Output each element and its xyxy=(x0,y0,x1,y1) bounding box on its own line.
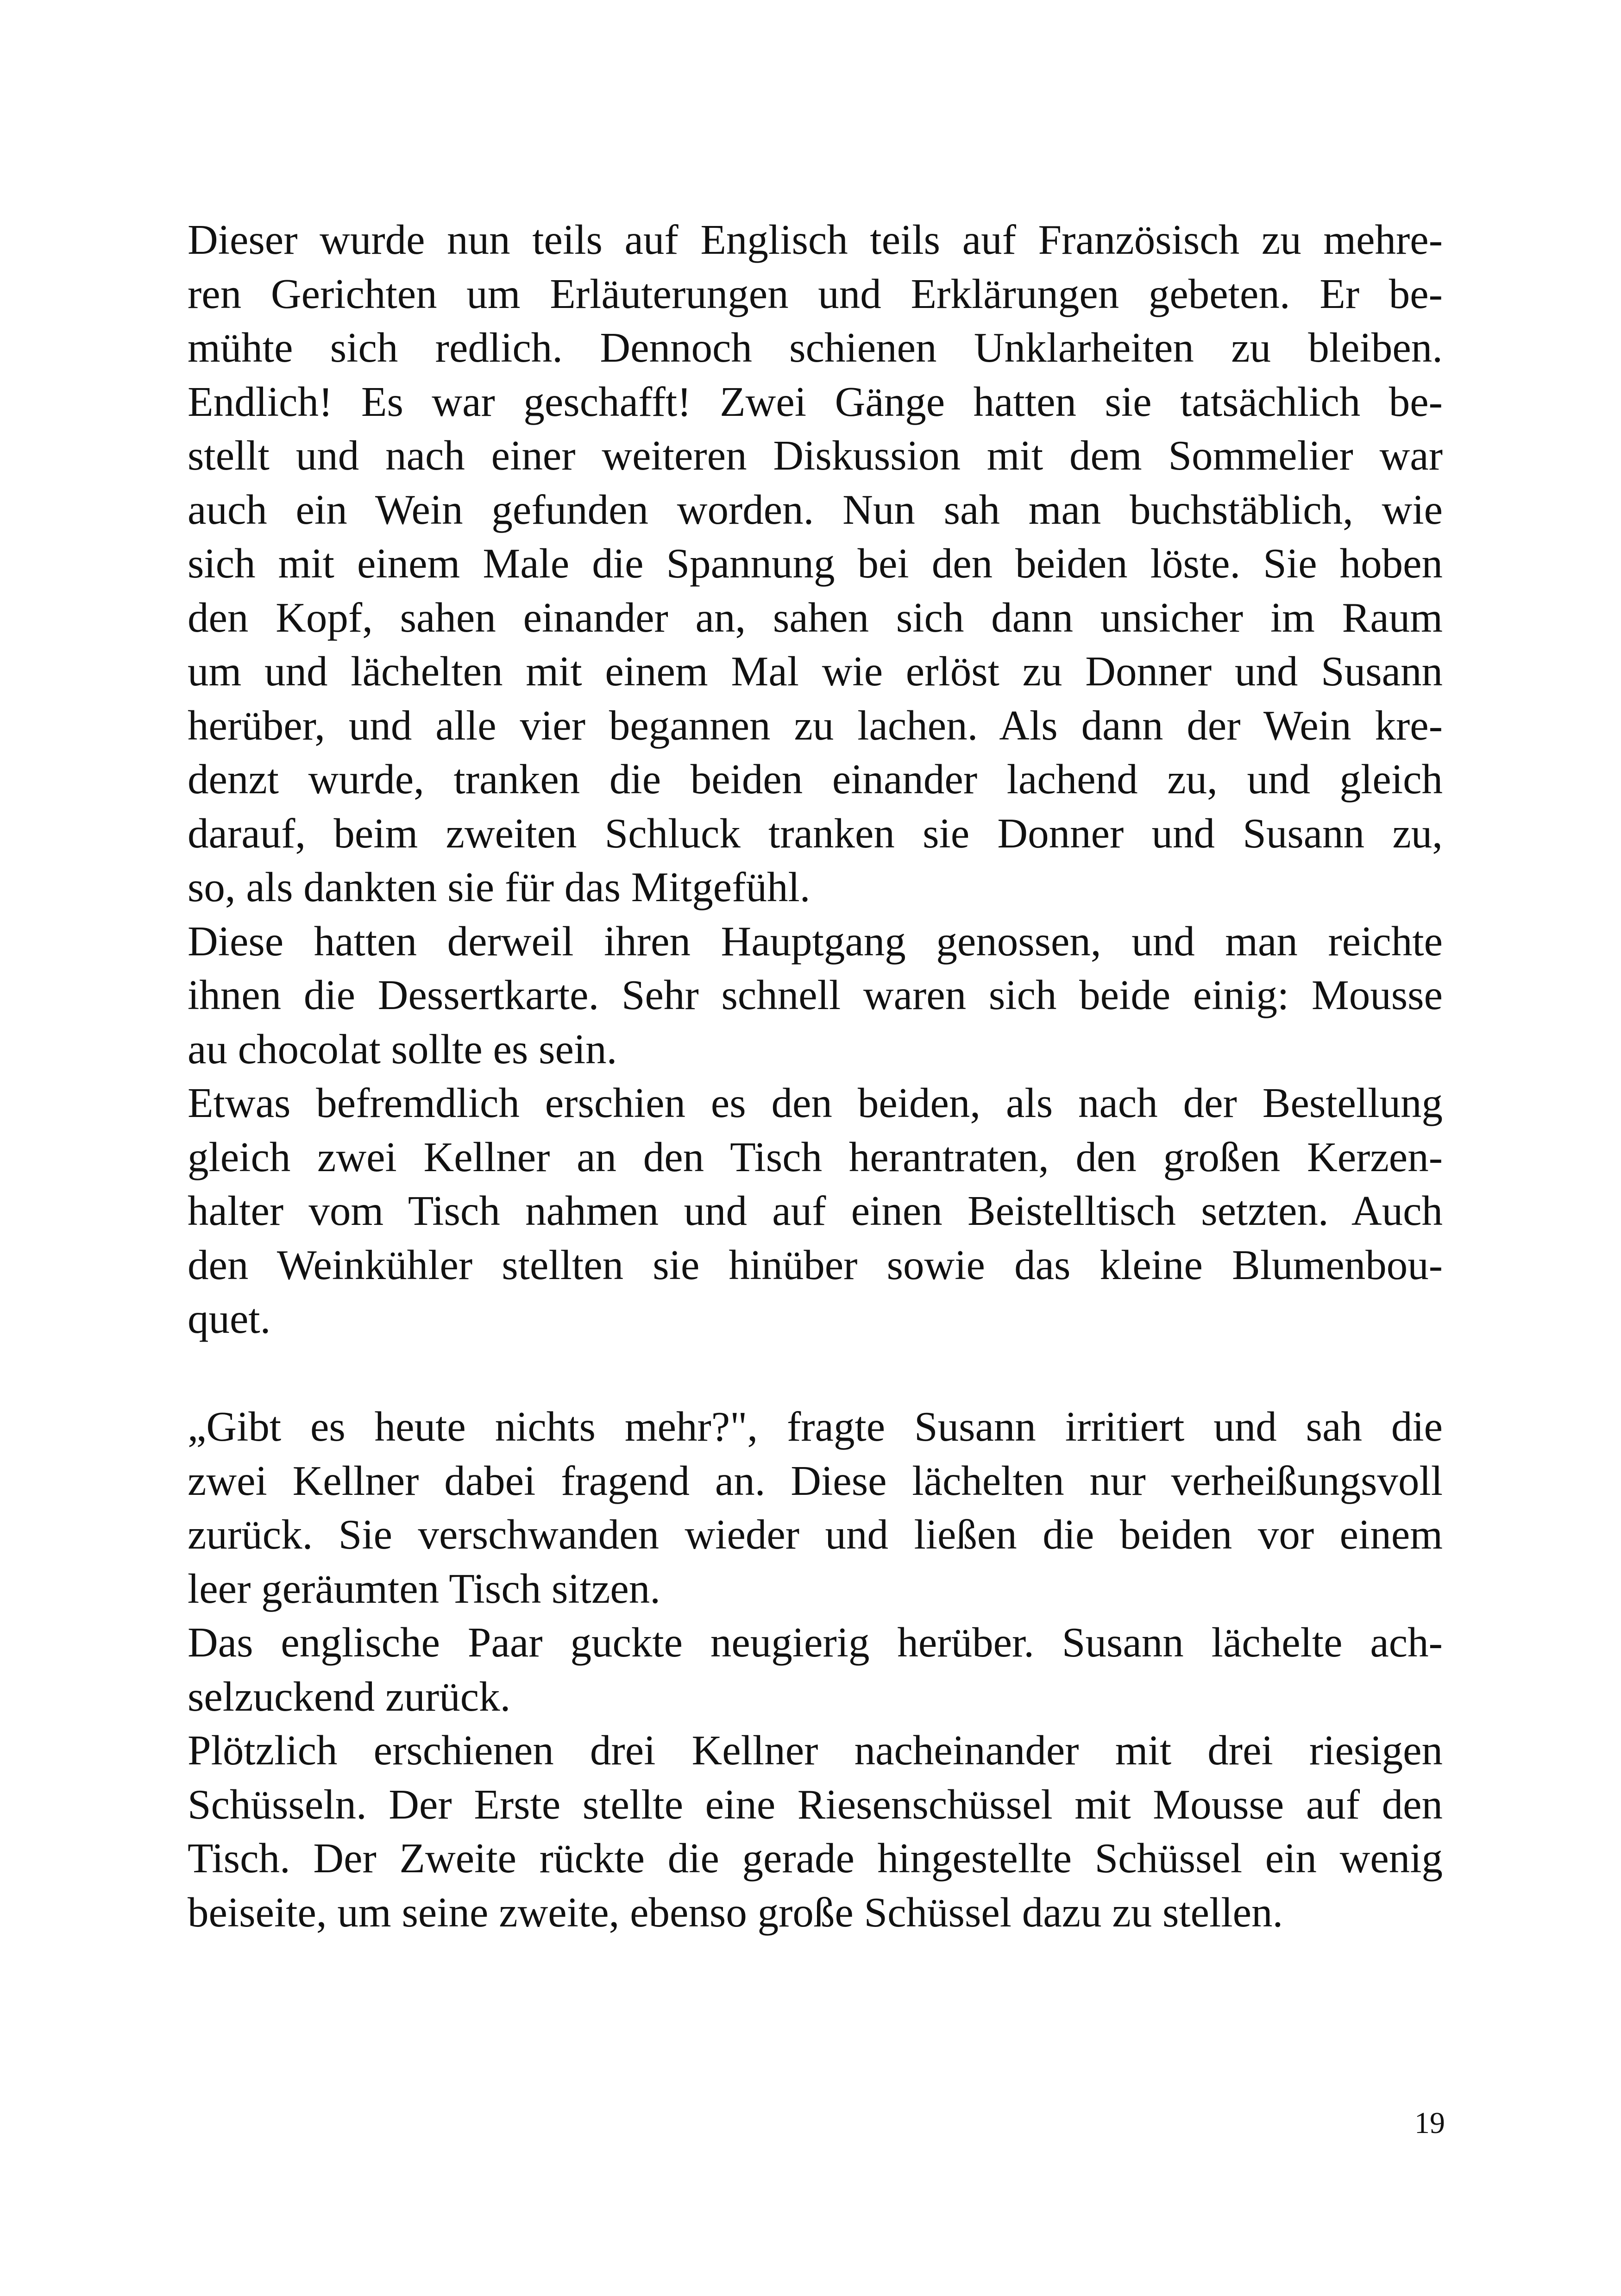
paragraph-end-line: quet. xyxy=(188,1295,271,1342)
body-text xyxy=(188,213,1443,1939)
paragraph-end-line: au chocolat sollte es sein. xyxy=(188,1025,617,1073)
text-line: Diese hatten derweil ihren Hauptgang genossen, und man reichte xyxy=(188,917,1443,965)
text-line: den Weinkühler stellten sie hinüber sowie das kleine Blumenbou- xyxy=(188,1241,1443,1288)
text-line: „Gibt es heute nichts mehr?", fragte Susann irritiert und sah die xyxy=(188,1403,1443,1450)
text-line: ren Gerichten um Erläuterungen und Erklärungen gebeten. Er be- xyxy=(188,270,1443,317)
paragraph-end-line: beiseite, um seine zweite, ebenso große Schüssel dazu zu stellen. xyxy=(188,1888,1283,1936)
text-line: zwei Kellner dabei fragend an. Diese lächelten nur verheißungsvoll xyxy=(188,1457,1443,1504)
text-line: Das englische Paar guckte neugierig herüber. Susann lächelte ach- xyxy=(188,1619,1443,1666)
text-line: mühte sich redlich. Dennoch schienen Unklarheiten zu bleiben. xyxy=(188,324,1443,371)
text-line: um und lächelten mit einem Mal wie erlöst zu Donner und Susann xyxy=(188,648,1443,695)
text-line: darauf, beim zweiten Schluck tranken sie Donner und Susann zu, xyxy=(188,809,1443,857)
paragraph-end-line: leer geräumten Tisch sitzen. xyxy=(188,1565,660,1612)
text-line: den Kopf, sahen einander an, sahen sich dann unsicher im Raum xyxy=(188,594,1443,641)
text-line: Etwas befremdlich erschien es den beiden, als nach der Bestellung xyxy=(188,1079,1443,1126)
page-number: 19 xyxy=(1414,2106,1445,2140)
text-line: herüber, und alle vier begannen zu lachen. Als dann der Wein kre- xyxy=(188,702,1443,749)
text-line: Plötzlich erschienen drei Kellner nacheinander mit drei riesigen xyxy=(188,1727,1443,1774)
text-line: Schüsseln. Der Erste stellte eine Riesenschüssel mit Mousse auf den xyxy=(188,1781,1443,1828)
text-line: sich mit einem Male die Spannung bei den beiden löste. Sie hoben xyxy=(188,540,1443,587)
text-line: gleich zwei Kellner an den Tisch herantraten, den großen Kerzen- xyxy=(188,1133,1443,1180)
text-line: Tisch. Der Zweite rückte die gerade hingestellte Schüssel ein wenig xyxy=(188,1835,1443,1882)
text-line: denzt wurde, tranken die beiden einander lachend zu, und gleich xyxy=(188,756,1443,803)
paragraph-end-line: selzuckend zurück. xyxy=(188,1673,511,1720)
paragraph-end-line: so, als dankten sie für das Mitgefühl. xyxy=(188,864,810,910)
text-line: stellt und nach einer weiteren Diskussion mit dem Sommelier war xyxy=(188,432,1443,479)
blank-line xyxy=(188,1346,1443,1400)
text-line: zurück. Sie verschwanden wieder und ließen die beiden vor einem xyxy=(188,1511,1443,1558)
text-line: auch ein Wein gefunden worden. Nun sah man buchstäblich, wie xyxy=(188,486,1443,533)
text-line: ihnen die Dessertkarte. Sehr schnell waren sich beide einig: Mousse xyxy=(188,972,1443,1018)
text-line: Dieser wurde nun teils auf Englisch teils auf Französisch zu mehre- xyxy=(188,216,1443,263)
text-line: halter vom Tisch nahmen und auf einen Beistelltisch setzten. Auch xyxy=(188,1187,1443,1234)
text-line: Endlich! Es war geschafft! Zwei Gänge hatten sie tatsächlich be- xyxy=(188,378,1443,425)
